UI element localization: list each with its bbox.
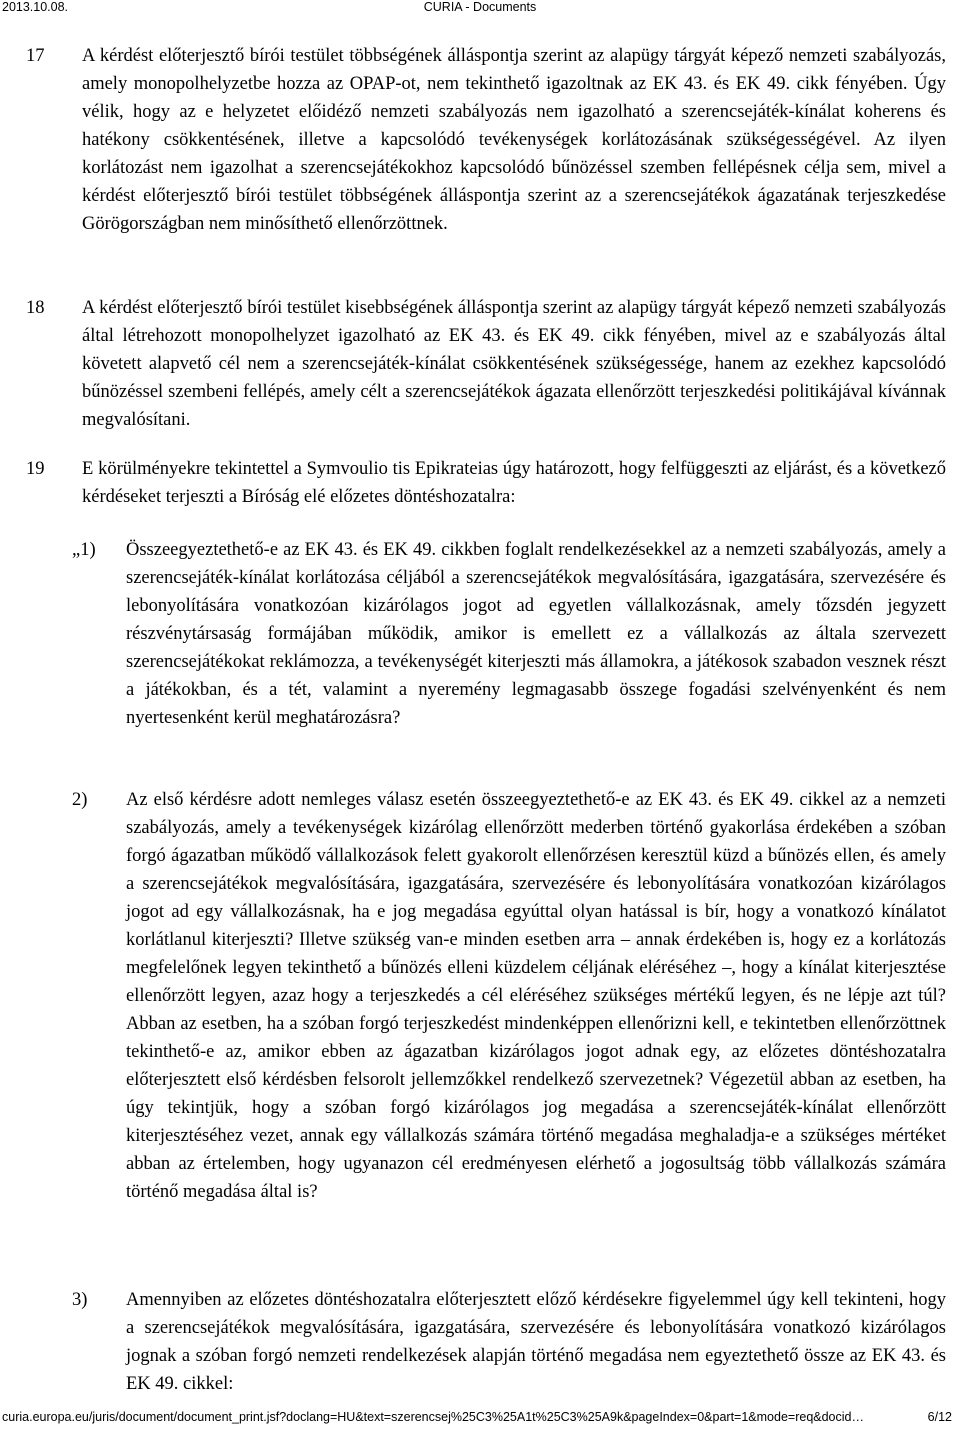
question-number: 3): [72, 1290, 88, 1310]
page-counter: 6/12: [927, 1410, 952, 1424]
paragraph-text: E körülményekre tekintettel a Symvoulio tis Epikrateias úgy határozott, hogy felfüggeszti az eljárást, és a következő kérdéseket terjeszti a Bíróság elé előzetes döntéshozatalra:: [82, 459, 946, 507]
page-title: CURIA - Documents: [423, 0, 537, 14]
question-number: 2): [72, 790, 88, 810]
paragraph-18: [26, 294, 946, 434]
page-footer: [0, 1410, 960, 1428]
page-header: [0, 0, 960, 18]
question-text: Amennyiben az előzetes döntéshozatalra előterjesztett előző kérdésekre figyelemmel úgy kell tekinteni, hogy a szerencsejátékok megvalósítására, igazgatására, szervezésére és lebonyolítására vonatkozó kizárólagos jognak a szóban forgó nemzeti rendelkezések alapján történő megadása nem egyeztethető össze az EK 43. és EK 49. cikkel:: [126, 1290, 946, 1394]
question-text: Az első kérdésre adott nemleges válasz esetén összeegyeztethető‑e az EK 43. és EK 49. cikkel az a nemzeti szabályozás, amely a tevékenységek kizárólag ellenőrzött mederben történő gyakorlása érdekében a szóban forgó ágazatban működő vállalkozások felett gyakorolt ellenőrzésen keresztül küzd a bűnözés ellen, és amely a szerencsejátékok megvalósítására, igazgatására, szervezésére és lebonyolítására vonatkozóan kizárólagos jogot ad egy vállalkozásnak, ha e jog megadása egyúttal olyan hatással is bír, hogy a vonatkozó kínálatot korlátlanul kiterjeszti? Illetve szükség van‑e minden esetben arra – annak érdekében is, hogy ez a korlátozás megfelelőnek legyen tekinthető a bűnözés elleni küzdelem céljának eléréséhez –, hogy a kínálat kiterjesztése ellenőrzött legyen, azaz hogy a terjeszkedés a cél eléréséhez szükséges mértékű legyen, és ne lépje azt túl? Abban az esetben, ha a szóban forgó terjeszkedést mindenképpen ellenőrizni kell, e tekintetben ellenőrzöttnek tekinthető‑e az, amikor ebben az ágazatban kizárólagos jogot adnak egy, az előzetes döntéshozatalra előterjesztett első kérdésben felsorolt jellemzőkkel rendelkező szervezetnek? Végezetül abban az esetben, ha úgy tekintjük, hogy a szóban forgó kizárólagos jog megadása a szerencsejáték‑kínálat ellenőrzött kiterjesztéséhez vezet, annak egy vállalkozás számára történő megadása meghaladja‑e a szükséges mértéket abban az értelemben, hogy ugyanazon cél eredményesen elérhető a jogosultság több vállalkozás számára történő megadása által is?: [126, 790, 946, 1202]
question-number: „1): [72, 540, 96, 560]
question-1: [72, 536, 946, 732]
question-3: [72, 1286, 946, 1398]
document-url: curia.europa.eu/juris/document/document_print.jsf?doclang=HU&text=szerencsej%25C3%25A1t%25C3%25A9k&pageIndex=0&part=1&mode=req&docid…: [2, 1410, 864, 1424]
paragraph-number: 19: [26, 459, 45, 479]
paragraph-text: A kérdést előterjesztő bírói testület kisebbségének álláspontja szerint az alapügy tárgyát képező nemzeti szabályozás által létrehozott monopolhelyzet igazolható az EK 43. és EK 49. cikk fényében, mivel az e szabályozás által követett alapvető cél nem a szerencsejáték‑kínálat csökkentésének szükségessége, hanem az ezekhez kapcsolódó bűnözéssel szembeni fellépés, amely célt a szerencsejátékok ágazata ellenőrzött terjeszkedési politikájával kívánnak megvalósítani.: [82, 298, 946, 430]
paragraph-17: [26, 42, 946, 238]
paragraph-number: 17: [26, 46, 45, 66]
paragraph-text: A kérdést előterjesztő bírói testület többségének álláspontja szerint az alapügy tárgyát képező nemzeti szabályozás, amely monopolhelyzetbe hozza az OPAP‑ot, nem tekinthető igazoltnak az EK 43. és EK 49. cikk fényében. Úgy vélik, hogy az e helyzetet előidéző nemzeti szabályozás nem igazolható a szerencsejáték‑kínálat koherens és hatékony csökkentésének, illetve a kapcsolódó tevékenységek korlátozásának szükségességével. Az ilyen korlátozást nem igazolhat a szerencsejátékokhoz kapcsolódó bűnözéssel szemben fellépésnek célja sem, mivel a kérdést előterjesztő bírói testület többségének álláspontja szerint az a szerencsejátékok ágazatának terjeszkedése Görögországban nem minősíthető ellenőrzöttnek.: [82, 46, 946, 234]
paragraph-number: 18: [26, 298, 45, 318]
print-date: 2013.10.08.: [2, 0, 69, 14]
question-text: Összeegyeztethető‑e az EK 43. és EK 49. cikkben foglalt rendelkezésekkel az a nemzeti szabályozás, amely a szerencsejáték‑kínálat korlátozása céljából a szerencsejátékok megvalósítására, igazgatására, szervezésére és lebonyolítására vonatkozóan kizárólagos jogot ad egyetlen vállalkozásnak, amely tőzsdén jegyzett részvénytársaság formájában működik, amikor is emellett ez a vállalkozás az általa szervezett szerencsejátékokat reklámozza, a tevékenységét kiterjeszti más államokra, a játékosok szabadon vesznek részt a játékokban, és a tét, valamint a nyeremény legmagasabb összege fogadási szelvényenként és nem nyertesenként kerül meghatározásra?: [126, 540, 946, 728]
question-2: [72, 786, 946, 1206]
paragraph-19: [26, 455, 946, 511]
